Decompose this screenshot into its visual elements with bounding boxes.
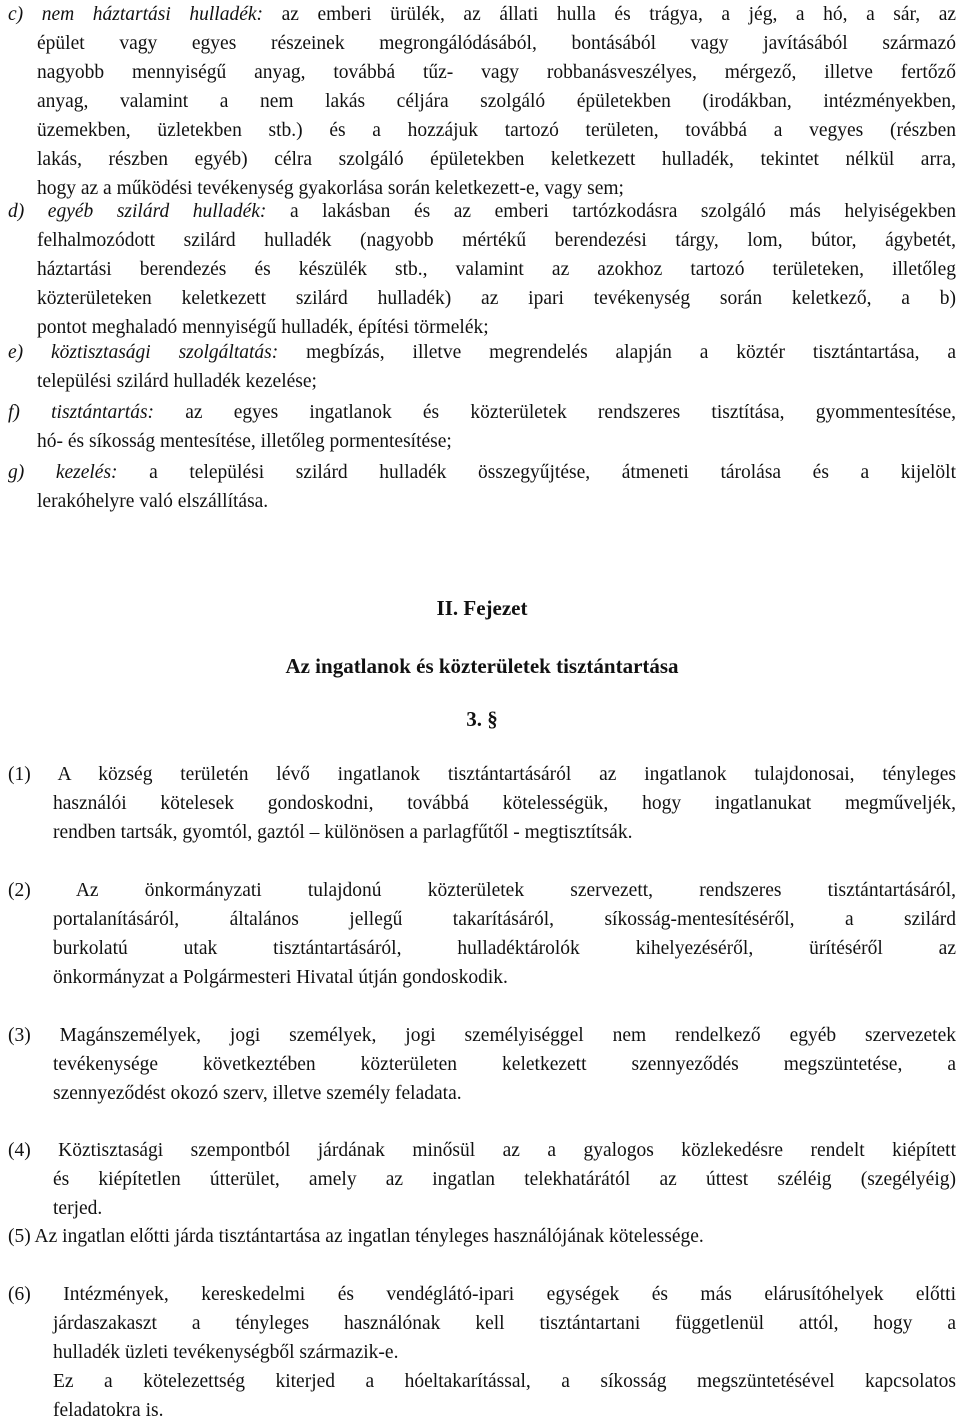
chapter-number: II. Fejezet bbox=[436, 596, 528, 620]
paragraph-line: burkolatú utak tisztántartásáról, hulladéktárolók kihelyezéséről, ürítéséről az bbox=[53, 938, 956, 959]
paragraph-2 bbox=[8, 876, 956, 992]
paragraph-line: portalanításáról, általános jellegű takarításáról, síkosság-mentesítéséről, a szilárd bbox=[53, 909, 956, 930]
definition-e bbox=[8, 338, 956, 396]
paragraph-line: szennyeződést okozó szerv, illetve személy feladata. bbox=[53, 1083, 462, 1104]
paragraph-line: (1) A község területén lévő ingatlanok tisztántartásáról az ingatlanok tulajdonosai, tényleges bbox=[8, 764, 956, 785]
paragraph-5 bbox=[8, 1222, 956, 1251]
paragraph-line: Ez a kötelezettség kiterjed a hóeltakarítással, a síkosság megszüntetésével kapcsolatos bbox=[53, 1371, 956, 1392]
definition-line: pontot meghaladó mennyiségű hulladék, építési törmelék; bbox=[37, 317, 489, 338]
definition-term: e) köztisztasági szolgáltatás: bbox=[8, 342, 279, 363]
section-number: 3. § bbox=[466, 707, 498, 731]
definition-line: c) nem háztartási hulladék: az emberi ürülék, az állati hulla és trágya, a jég, a hó, a sár, az bbox=[8, 4, 956, 25]
definition-line: f) tisztántartás: az egyes ingatlanok és közterületek rendszeres tisztítása, gyommentesítése, bbox=[8, 402, 956, 423]
definition-line: üzemekben, üzletekben stb.) és a hozzájuk tartozó területen, továbbá a vegyes (részben bbox=[37, 120, 956, 141]
definition-line: nagyobb mennyiségű anyag, továbbá tűz- vagy robbanásveszélyes, mérgező, illetve fertőző bbox=[37, 62, 956, 83]
paragraph-line: önkormányzat a Polgármesteri Hivatal útján gondoskodik. bbox=[53, 967, 508, 988]
definition-line: e) köztisztasági szolgáltatás: megbízás, illetve megrendelés alapján a köztér tisztántartása, a bbox=[8, 342, 957, 363]
paragraph-line: hulladék üzleti tevékenységből származik-e. bbox=[53, 1342, 399, 1363]
paragraph-line: (5) Az ingatlan előtti járda tisztántartása az ingatlan tényleges használójának kötelessége. bbox=[8, 1226, 704, 1247]
paragraph-line: (6) Intézmények, kereskedelmi és vendéglátó-ipari egységek és más elárusítóhelyek előtti bbox=[8, 1284, 956, 1305]
definition-d bbox=[8, 197, 956, 342]
paragraph-line: terjed. bbox=[53, 1198, 103, 1219]
definition-term: f) tisztántartás: bbox=[8, 402, 155, 423]
paragraph-line: használói kötelesek gondoskodni, továbbá kötelességük, hogy ingatlanukat megműveljék, bbox=[53, 793, 956, 814]
definition-line: épület vagy egyes részeinek megrongálódásából, bontásából vagy javításából származó bbox=[37, 33, 956, 54]
definition-line: közterületeken keletkezett szilárd hulladék) az ipari tevékenység során keletkező, a b) bbox=[37, 288, 956, 309]
definition-line: lerakóhelyre való elszállítása. bbox=[37, 491, 269, 512]
definition-g bbox=[8, 458, 956, 516]
definition-term: g) kezelés: bbox=[8, 462, 118, 483]
definition-line: g) kezelés: a települési szilárd hulladék összegyűjtése, átmeneti tárolása és a kijelölt bbox=[8, 462, 956, 483]
paragraph-line: tevékenysége következtében közterületen keletkezett szennyeződés megszüntetése, a bbox=[53, 1054, 956, 1075]
paragraph-line: feladatokra is. bbox=[53, 1400, 164, 1421]
chapter-title: Az ingatlanok és közterületek tisztántartása bbox=[285, 654, 679, 678]
paragraph-line: és kiépítetlen útterület, amely az ingatlan telekhatárától az úttest széléig (szegélyéig) bbox=[53, 1169, 956, 1190]
paragraph-line: rendben tartsák, gyomtól, gaztól – különösen a parlagfűtől - megtisztítsák. bbox=[53, 822, 633, 843]
paragraph-4 bbox=[8, 1136, 956, 1223]
definition-f bbox=[8, 398, 956, 456]
paragraph-line: (2) Az önkormányzati tulajdonú közterületek szervezett, rendszeres tisztántartásáról, bbox=[8, 880, 956, 901]
paragraph-3 bbox=[8, 1021, 956, 1108]
paragraph-line: járdaszakaszt a tényleges használónak kell tisztántartani függetlenül attól, hogy a bbox=[53, 1313, 956, 1334]
paragraph-1 bbox=[8, 760, 956, 847]
paragraph-line: (4) Köztisztasági szempontból járdának minősül az a gyalogos közlekedésre rendelt kiépített bbox=[8, 1140, 956, 1161]
definition-c bbox=[8, 0, 956, 203]
definition-term: c) nem háztartási hulladék: bbox=[8, 4, 264, 25]
definition-line: hó- és síkosság mentesítése, illetőleg pormentesítése; bbox=[37, 431, 452, 452]
definition-line: hogy az a működési tevékenység gyakorlása során keletkezett-e, vagy sem; bbox=[37, 178, 624, 199]
paragraph-line: (3) Magánszemélyek, jogi személyek, jogi személyiséggel nem rendelkező egyéb szervezetek bbox=[8, 1025, 956, 1046]
definition-line: anyag, valamint a nem lakás céljára szolgáló épületekben (irodákban, intézményekben, bbox=[37, 91, 956, 112]
definition-term: d) egyéb szilárd hulladék: bbox=[8, 201, 267, 222]
definition-line: háztartási berendezés és készülék stb., valamint az azokhoz tartozó területeken, illetőleg bbox=[37, 259, 956, 280]
definition-line: települési szilárd hulladék kezelése; bbox=[37, 371, 317, 392]
definition-line: lakás, részben egyéb) célra szolgáló épületekben keletkezett hulladék, tekintet nélkül arra, bbox=[37, 149, 956, 170]
definition-line: d) egyéb szilárd hulladék: a lakásban és az emberi tartózkodásra szolgáló más helyiségekben bbox=[8, 201, 956, 222]
definition-line: felhalmozódott szilárd hulladék (nagyobb mértékű berendezési tárgy, lom, bútor, ágybetét, bbox=[37, 230, 956, 251]
paragraph-6 bbox=[8, 1280, 956, 1425]
